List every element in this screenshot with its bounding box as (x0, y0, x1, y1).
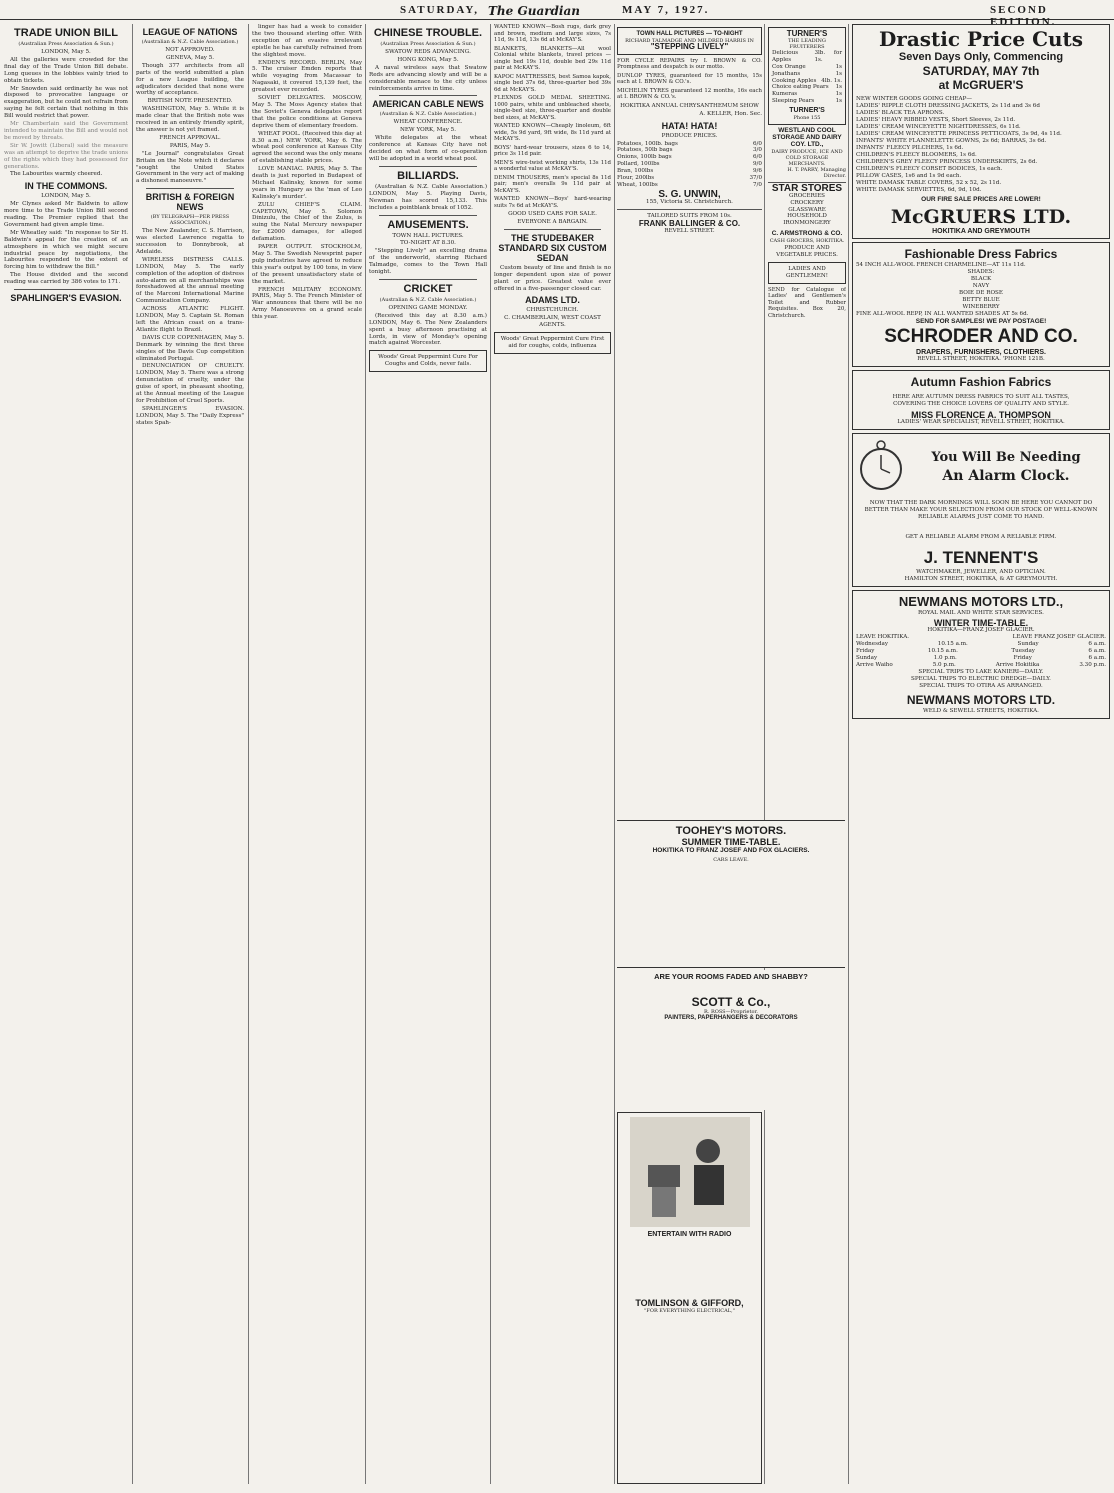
turners-row-cell: Choice eating Pears (772, 84, 829, 91)
painters-line: PAINTERS, PAPERHANGERS & DECORATORS (664, 1015, 798, 1021)
newmans-ad (852, 590, 1110, 719)
shades-item: BETTY BLUE (962, 297, 1000, 303)
mcg-items-item: LADIES' RIPPLE CLOTH DRESSING JACKETS, 2s 11d and 3s 6d (856, 103, 1040, 109)
classified-ad: FOR CYCLE REPAIRS try I. BROWN & CO. Promptness and despatch is our motto. (617, 57, 762, 71)
produce-row-cell: 6/0 (752, 140, 762, 147)
classified-ad: BOYS' hard-wear trousers, sizes 6 to 14, price 3s 11d pair. (494, 144, 611, 157)
turners-row-cell: Delicious Apples (772, 49, 799, 63)
produce-row-cell: Bran, 100lbs (617, 168, 654, 175)
mcg-items-item: WHITE DAMASK TABLE COVERS, 52 x 52, 2s 11d. (856, 180, 1002, 186)
turners-name: TURNER'S (786, 29, 828, 38)
mcg-items-item: INFANTS' FLEECY PILCHERS, 1s 6d. (856, 145, 964, 151)
turners-row-cell: 1s (835, 63, 842, 70)
paragraph: White delegates at the wheat conference at Kansas City have not decided on what form of co-operation will be adopted in a world wheat pool. (369, 135, 487, 162)
shades-item: WINEBERRY (962, 304, 1000, 310)
toohey-ad (617, 820, 845, 968)
column-4 (369, 24, 487, 1484)
ladies-box (768, 262, 846, 284)
produce-row-cell: 37/0 (749, 175, 762, 182)
ballinger-street: REVELL STREET. (664, 227, 715, 234)
drastic-heading: Drastic Price Cuts (878, 27, 1084, 51)
alarm-text: NOW THAT THE DARK MORNINGS WILL SOON BE HERE YOU CANNOT DO BETTER THAN MAKE YOUR SELECTION FROM OUR STOCK OF WELL-KNOWN RELIABLE ALARMS JUST COME TO HAND. (864, 500, 1098, 520)
shades-item: BLACK (970, 276, 992, 282)
mcgruers-ad (852, 24, 1110, 239)
produce-row-cell: Potatoes, 100lb. bags (617, 140, 678, 147)
paragraph: WASHINGTON, May 5. While it is made clear that the British note was received in an entirely friendly spirit, the answer is not yet framed. (136, 106, 244, 133)
spahlinger-heading: SPAHLINGER'S EVASION. (10, 293, 122, 304)
at-mcgruers: at McGRUER'S (938, 78, 1024, 92)
column-2 (136, 24, 244, 1484)
ballinger-name: FRANK BALLINGER & CO. (638, 218, 741, 228)
star-item: GROCERIES (789, 192, 825, 199)
paragraph: All the galleries were crowded for the final day of the Trade Union Bill debate. Long queues in the lobbies vainly tried to obtain tickets. (4, 56, 128, 84)
adams-agents: C. CHAMBERLAIN, WEST COAST AGENTS. (504, 315, 601, 329)
trade-union-headline: TRADE UNION BILL (14, 27, 118, 39)
adams-city: CHRISTCHURCH. (526, 307, 579, 314)
source-line: (Australian & N.Z. Cable Association.) (379, 296, 477, 303)
turners-row (772, 64, 842, 71)
paragraph: "Stepping Lively" an excelling drama of the underworld, starring Richard Talmadge, comes to the Town Hall tonight. (369, 248, 487, 276)
special-trip: SPECIAL TRIPS TO OTIRA AS ARRANGED. (919, 683, 1043, 689)
produce-row-cell: 9/0 (752, 161, 762, 168)
produce-list (617, 141, 762, 189)
autumn-heading: Autumn Fashion Fabrics (910, 375, 1052, 389)
ladies-text: LADIES AND GENTLEMEN! (786, 265, 828, 279)
produce-row-cell: 9/6 (752, 168, 762, 175)
schedule-row-cell: 6 a.m. (1088, 655, 1106, 661)
paragraph: ZULU CHIEF'S CLAIM. CAPETOWN, May 5. Solomon Dinizulu, the Chief of the Zulus, is suing the Natal Mercury newspaper for £2000 damages, for alleged defamation. (252, 201, 362, 243)
alarm-heading-1: You Will Be Needing (931, 450, 1081, 465)
schedule-row-cell: Sunday (856, 655, 878, 661)
mcg-items-item: INFANTS' WHITE FLANNELETTE GOWNS, 2s 6d; BARRAS, 3s 6d. (856, 138, 1047, 144)
turners-row-cell: 1s (835, 70, 842, 77)
classified-ad: WANTED KNOWN—Bosh rugs, dark grey and brown, medium and large sizes, 7s 11d, 9s 11d, 13s 6d at McKAY'S. (494, 24, 611, 43)
produce-row-cell: 7/0 (752, 181, 762, 188)
produce-row (617, 141, 762, 148)
schroder-name: SCHRODER AND CO. (884, 326, 1078, 347)
armstrong-sub: CASH GROCERS, HOKITIKA. (769, 238, 845, 245)
thompson-name: MISS FLORENCE A. THOMPSON (911, 410, 1051, 420)
signature: A. KELLER, Hon. Sec. (699, 110, 762, 117)
woods-ad-text: Woods' Great Peppermint Cure First aid for coughs, colds, influenza (500, 336, 605, 350)
cricket-heading: CRICKET (403, 282, 453, 295)
chinese-trouble-heading: CHINESE TROUBLE. (373, 27, 483, 39)
masthead-edition: SECOND EDITION. (990, 4, 1057, 28)
stepping-lively-title: "STEPPING LIVELY" (650, 41, 729, 51)
woods-ad (369, 350, 487, 372)
british-foreign-heading: BRITISH & FOREIGN NEWS (145, 192, 235, 213)
turners-sub: THE LEADING FRUITERERS (788, 37, 826, 50)
divider (379, 166, 477, 167)
divider (504, 229, 601, 230)
alarm-ad (852, 433, 1110, 587)
star-item: GLASSWARE (788, 206, 826, 213)
turners-row (772, 71, 842, 78)
special-trip: SPECIAL TRIPS TO LAKE KANIERI—DAILY. (918, 669, 1044, 675)
rooms-ad (617, 970, 845, 1110)
toohey-heading: TOOHEY'S MOTORS. (675, 825, 787, 837)
rooms-heading: ARE YOUR ROOMS FADED AND SHABBY? (654, 972, 808, 981)
classified-ad: DUNLOP TYRES, guaranteed for 15 months, 15s each at I. BROWN & CO.'s. (617, 72, 762, 86)
paragraph: DAVIS CUP. COPENHAGEN, May 5. Denmark by winning the first three singles of the Davis Cup competition eliminated Portugal. (136, 334, 244, 362)
paragraph: Mr Chamberlain said the Government intended to maintain the Bill and would not be moved by threats. (4, 121, 128, 141)
mcgruers-sub: HOKITIKA AND GREYMOUTH (932, 228, 1030, 235)
turners-row-cell: 1s (835, 98, 842, 105)
alarm-heading-2: An Alarm Clock. (942, 468, 1070, 484)
produce-heading: PRODUCE PRICES. (661, 132, 718, 139)
turners-row-cell: Jonathans (772, 70, 801, 77)
subhead: GOOD USED CARS FOR SALE. (508, 211, 597, 217)
classified-ad: MICHELIN TYRES guaranteed 12 months, 16s each at I. BROWN & CO.'s. (617, 87, 762, 101)
schedule-row-cell: Friday (1013, 655, 1032, 661)
town-hall-title: TOWN HALL PICTURES — TO-NIGHT (636, 31, 743, 37)
schedule-row-cell: Tuesday (1011, 648, 1035, 654)
fire-sale: OUR FIRE SALE PRICES ARE LOWER! (921, 196, 1041, 203)
studebaker-heading: THE STUDEBAKER STANDARD SIX CUSTOM SEDAN (498, 232, 607, 263)
subhead: TOWN HALL PICTURES. (392, 232, 464, 239)
paragraph: SPAHLINGER'S EVASION. LONDON, May 5. The "Daily Express" states Spah- (136, 405, 244, 426)
schedule-row-cell: 5.0 p.m. (932, 662, 956, 668)
subhead: OPENING GAME MONDAY. (388, 304, 468, 311)
radio-illustration-icon (630, 1117, 750, 1227)
source-line: (BY TELEGRAPH—PER PRESS ASSOCIATION.) (150, 214, 230, 227)
subhead: HOKITIKA ANNUAL CHRYSANTHEMUM SHOW (620, 102, 759, 109)
autumn-text: HERE ARE AUTUMN DRESS FABRICS TO SUIT ALL TASTES, COVERING THE CHOICE LOVERS OF QUALITY AND STYLE. (892, 394, 1070, 407)
produce-row-cell: Flour, 200lbs (617, 175, 655, 182)
schroder-address: REVELL STREET, HOKITIKA. 'PHONE 121B. (917, 356, 1045, 362)
mcg-items-item: PILLOW CASES, 1s6 and 1s 9d each. (856, 173, 962, 179)
paragraph: Mr Snowden said ordinarily he was not disposed to provocative language or exaggeration, but he could not refrain from saying he felt certain that nothing in this Bill would restrict that power. (4, 85, 128, 120)
paragraph: (Received this day at 8.30 a.m.) LONDON, May 6. The New Zealanders spent a busy afternoon practising at Lords, in view of Monday's opening match against Worcester. (369, 312, 487, 347)
turners-row-cell: Cox Orange (772, 63, 806, 70)
produce-row-cell: 6/0 (752, 154, 762, 161)
masthead-date: MAY 7, 1927. (622, 4, 710, 16)
amusements-heading: AMUSEMENTS. (387, 218, 469, 231)
produce-row-cell: Pollard, 100lbs (617, 161, 660, 168)
produce-row (617, 147, 762, 154)
produce-row (617, 182, 762, 189)
classified-ad: WANTED KNOWN—Boys' hard-wearing suits 7s 6d at McKAY'S. (494, 196, 611, 209)
star-list (768, 193, 846, 228)
turners-list (772, 50, 842, 105)
column-rule (764, 24, 765, 1484)
dateline: GENEVA, May 5. (165, 54, 215, 61)
subhead: WHEAT CONFERENCE. (393, 119, 463, 126)
produce-row (617, 168, 762, 175)
schedule-row-cell: 6 a.m. (1088, 648, 1106, 654)
star-item: HOUSEHOLD IRONMONGERY (783, 213, 831, 227)
column-rule (848, 24, 849, 1484)
schedule-row (856, 662, 1106, 669)
dateline: LONDON, May 5. (41, 193, 91, 200)
alarm-clock-icon (856, 437, 906, 497)
town-hall-ad (617, 27, 762, 55)
town-hall-stars: RICHARD TALMADGE AND MILDRED HARRIS IN (625, 37, 754, 44)
mcg-items-item: WHITE DAMASK SERVIETTES, 6d, 9d, 10d. (856, 187, 982, 193)
schedule-row-cell: Arrive Hokitika (995, 662, 1040, 668)
divider (617, 209, 762, 210)
column-5 (494, 24, 611, 1484)
turners-row-cell: Cooking Apples (772, 77, 817, 84)
paragraph: The New Zealander, C. S. Harrison, was elected Lawrence regatta to succession to Donnybrook, at Adelaide. (136, 228, 244, 255)
divider (146, 188, 234, 189)
unwin-address: 155, Victoria St. Christchurch. (646, 198, 733, 205)
mcg-items-item: CHILDREN'S GREY FLEECY PRINCESS UNDERSKIRTS, 2s 6d. (856, 159, 1038, 165)
subhead: EVERYONE A BARGAIN. (517, 218, 588, 225)
tomlinson-tagline: "FOR EVERYTHING ELECTRICAL," (644, 1308, 735, 1314)
samples-line: SEND FOR SAMPLES! WE PAY POSTAGE! (915, 318, 1047, 325)
autumn-ad (852, 370, 1110, 430)
column-rule (614, 24, 615, 1484)
divider (379, 279, 477, 280)
schedule-row-cell: 10.15 a.m. (927, 648, 958, 654)
divider (379, 215, 477, 216)
tennent-name: J. TENNENT'S (923, 548, 1039, 567)
newmans-name: NEWMANS MOTORS LTD., (898, 594, 1064, 609)
schedule-row-cell: Wednesday (856, 641, 889, 647)
classified-ad: DENIM TROUSERS, men's special 8s 11d pair; men's overalls 9s 11d pair at McKAY'S. (494, 174, 611, 194)
paragraph: DENUNCIATION OF CRUELTY. LONDON, May 5. There was a strong denunciation of cruelty, under the guise of sport, in pheasant shooting, at the Annual meeting of the League for Prohibition of Cruel Sports. (136, 363, 244, 404)
dateline: LONDON, May 5. (41, 49, 91, 55)
turners-row (772, 50, 842, 64)
repp-line: FINE ALL-WOOL REPP, IN ALL WANTED SHADES AT 5s 6d. (856, 311, 1029, 317)
dateline: PARIS, May 5. (169, 142, 211, 149)
column-8 (852, 24, 1110, 1484)
tennent-sub: WATCHMAKER, JEWELLER, AND OPTICIAN. (916, 569, 1046, 575)
column-rule (132, 24, 133, 1484)
scott-name: SCOTT & Co., (691, 995, 771, 1009)
paragraph: Though 377 architects from all parts of the world submitted a plan for a new League building, the adjudicators decided that none were worthy of acceptance. (136, 62, 244, 97)
thompson-sub: LADIES' WEAR SPECIALIST, REVELL STREET, HOKITIKA. (897, 419, 1065, 425)
hata-heading: HATA! HATA! (661, 120, 718, 131)
subhead: TO-NIGHT AT 8.30. (400, 240, 456, 247)
masthead (0, 0, 1114, 28)
mcg-items-item: CHILDREN'S FLEECY CORSET BODICES, 1s each. (856, 166, 1003, 172)
paragraph: The Labourites warmly cheered. (10, 171, 103, 178)
saturday-line: SATURDAY, MAY 7th (922, 64, 1040, 78)
schroder-sub: DRAPERS, FURNISHERS, CLOTHIERS. (916, 349, 1046, 356)
source-line: (Australian & N.Z. Cable Association.) (141, 39, 239, 45)
unwin-name: S. G. UNWIN, (658, 188, 721, 200)
schedule-row-cell: 6 a.m. (1088, 641, 1106, 647)
mcg-items-item: LADIES' CREAM WINCEYETTE PRINCESS PETTICOATS, 3s 9d, 4s 11d. (856, 131, 1062, 137)
produce-row-cell: Onions, 100lb bags (617, 154, 672, 161)
paragraph: SOVIET DELEGATES. MOSCOW, May 5. The Moss Agency states that the Soviet's Geneva delegates report that the police conditions at Geneva deprive them of elementary freedom. (252, 95, 362, 129)
leave-hokitika: LEAVE HOKITIKA. (856, 634, 910, 640)
schedule-list (856, 641, 1106, 669)
turners-row (772, 98, 842, 105)
mcg-items-item: CHILDREN'S FLEECY BLOOMERS, 1s 6d. (856, 152, 977, 158)
schedule-row-cell: 3.30 p.m. (1079, 662, 1106, 668)
tennent-address: HAMILTON STREET, HOKITIKA, & AT GREYMOUTH. (904, 576, 1058, 582)
mcg-items-item: LADIES' CREAM WINCEYETTE NIGHTDRESSES, 6s 11d. (856, 124, 1021, 130)
timetable-heading: SUMMER TIME-TABLE. (681, 837, 781, 847)
column-rule (248, 24, 249, 1484)
westland-sub: DAIRY PRODUCE, ICE AND COLD STORAGE MERCHANTS. (771, 148, 843, 167)
shades-item: BOIE DE ROSE (959, 290, 1003, 296)
classified-ad: KAPOC MATTRESSES, best Samoa kapok, single bed 37s 6d, three-quarter bed 39s 6d at McKAY'S. (494, 73, 611, 93)
paragraph: WHEAT POOL. (Received this day at 8.30 a.m.) NEW YORK, May 6. The wheat pool conference at Kansas City agreed the second was the only means of establishing stable prices. (252, 130, 362, 165)
cars-leave: CARS LEAVE. (713, 857, 749, 863)
produce-heading: PRODUCE AND VEGETABLE PRICES. (776, 245, 838, 259)
scott-proprietor: R. ROSS—Proprietor. (704, 1009, 758, 1015)
american-cable-heading: AMERICAN CABLE NEWS (372, 99, 484, 110)
mcgruers-name: McGRUERS LTD. (890, 206, 1072, 228)
paragraph: The House divided and the second reading was carried by 386 votes to 171. (4, 272, 128, 286)
turners-row-cell: 1s (835, 91, 842, 98)
shades-heading: SHADES: (967, 269, 995, 275)
paragraph: "Le Journal" congratulates Great Britain on the Note which it declares "sought the United States Government in the very act of making a dishonest manoeuvre." (136, 150, 244, 185)
billiards-heading: BILLIARDS. (397, 169, 459, 182)
produce-row-cell: Wheat, 100lbs (617, 181, 658, 188)
schedule-row-cell: 1.0 p.m. (933, 655, 957, 661)
radio-ad (617, 1112, 762, 1484)
source-line: (Australian Press Association & Sun.) (380, 41, 476, 47)
woods-ad-text: Woods' Great Peppermint Cure For Coughs and Colds, never fails. (378, 354, 478, 368)
star-stores-heading: STAR STORES (771, 182, 843, 194)
turners-row (772, 91, 842, 98)
classified-ad: MEN'S wire-twist working shirts, 13s 11d a wonderful value at McKAY'S. (494, 159, 611, 172)
newmans-address: WELD & SEWELL STREETS, HOKITIKA. (923, 708, 1039, 714)
paragraph: ACROSS ATLANTIC FLIGHT. LONDON, May 5. Captain St. Roman left the African coast on a trans-Atlantic flight to Brazil. (136, 306, 244, 333)
produce-row-cell: Potatoes, 50lb bags (617, 147, 673, 154)
paragraph: Mr Wheatley said: "In response to Sir H. Baldwin's appeal for the creation of an atmosphere in which we might secure industrial peace by negotiations, the Labourites responded to the extent of forcing him to withdraw the Bill." (4, 229, 128, 271)
source-line: (Australian Press Association & Sun.) (18, 41, 114, 47)
newmans-route: HOKITIKA—FRANZ JOSEF GLACIER. (927, 627, 1035, 633)
dateline: HONG KONG, May 5. (397, 56, 459, 63)
subhead: BRITISH NOTE PRESENTED. (147, 98, 233, 105)
turners-row-cell: 4lb. 1s. (821, 77, 842, 84)
turners-phone: Phone 155 (793, 115, 821, 122)
dateline: NEW YORK, May 5. (399, 127, 457, 134)
paragraph: Custom beauty of line and finish is no longer dependent upon size of power plant or price. Greatest value ever offered in a five-passenger closed car. (494, 264, 611, 292)
westland-manager: H. T. PARRY, Managing Director. (787, 166, 846, 179)
column-1 (4, 24, 128, 1484)
produce-row (617, 161, 762, 168)
mcgruers-items (856, 103, 1106, 194)
paragraph: Mr Clynes asked Mr Baldwin to allow more time to the Trade Union Bill second reading. The Premier replied that the Government had given ample time. (4, 201, 128, 228)
schedule-row-cell: Friday (856, 648, 875, 654)
column-3 (252, 24, 362, 1484)
paragraph: linger has had a week to consider the two thousand sterling offer. With exception of an evasive irrelevant epistle he has carefully refrained from the slightest move. (252, 24, 362, 58)
divider (379, 95, 477, 96)
subhead: NOT APPROVED. (165, 47, 215, 53)
route-heading: HOKITIKA TO FRANZ JOSEF AND FOX GLACIERS. (652, 847, 810, 854)
turners-row-cell: Kumeras (772, 91, 798, 98)
woods-ad (494, 332, 611, 354)
schedule-row (856, 641, 1106, 648)
commons-heading: IN THE COMMONS. (24, 181, 108, 192)
turners-row (772, 78, 842, 85)
classified-ad: SEND for Catalogue of Ladies' and Gentlemen's Toilet and Rubber Requisites. Box 20, Christchurch. (768, 286, 846, 319)
turners-name-footer: TURNER'S (789, 107, 825, 115)
classified-ad: WANTED KNOWN—Cheaply linoleum, 6ft wide, 5s 9d yard, 9ft wide, 8s 11d yard at McKAY'S. (494, 123, 611, 142)
paragraph: PAPER OUTPUT. STOCKHOLM, May 5. The Swedish Newsprint paper pulp industries have agreed to reduce this year's output by 100 tons, in view of the present unsatisfactory state of the market. (252, 244, 362, 285)
newmans-sub: ROYAL MAIL AND WHITE STAR SERVICES. (918, 610, 1044, 616)
mcg-items-item: LADIES' HEAVY RIBBED VESTS, Short Sleeves, 2s 11d. (856, 117, 1016, 123)
column-rule (490, 24, 491, 1484)
turners-row (772, 84, 842, 91)
turners-row-cell: Sleeping Pears (772, 98, 815, 105)
subhead: SWATOW REDS ADVANCING. (385, 49, 471, 55)
paragraph: Sir W. Jowitt (Liberal) said the measure was an attempt to deprive the trade unions of the rights which they had possessed for generations. (4, 142, 128, 170)
column-7 (768, 24, 846, 814)
winter-goods: NEW WINTER GOODS GOING CHEAP— (856, 96, 972, 102)
classified-ad: BLANKETS, BLANKETS—All wool Colonial white blankets, travel prices — single bed 19s 11d, double bed 29s 11d pair at McKAY'S. (494, 45, 611, 71)
turners-ad (768, 27, 846, 125)
seven-days: Seven Days Only, Commencing (898, 51, 1064, 63)
fashionable-heading: Fashionable Dress Fabrics (904, 247, 1058, 261)
reliable-line: GET A RELIABLE ALARM FROM A RELIABLE FIRM. (905, 534, 1057, 540)
turners-row-cell: 3lb. for 1s. (814, 49, 842, 63)
newmans-name-footer: NEWMANS MOTORS LTD. (906, 693, 1056, 707)
source-line: (Australian & N.Z. Cable Association.) (379, 111, 477, 118)
charmeuse-line: 54 INCH ALL-WOOL FRENCH CHARMELINE—AT 11s 11d. (856, 262, 1026, 268)
paragraph: LOVE MANIAC. PARIS, May 5. The death is just reported in Budapest of Michael Kalinsky, known for some years in Hungary as the 'man of Leo Kalinsky's murder'. (252, 166, 362, 200)
schedule-row-cell: 10.15 a.m. (937, 641, 968, 647)
schroder-ad (852, 242, 1110, 367)
shades-list (856, 276, 1106, 311)
league-heading: LEAGUE OF NATIONS (142, 27, 238, 37)
produce-row-cell: 3/0 (752, 147, 762, 154)
paragraph: FRENCH MILITARY ECONOMY. PARIS, May 5. The French Minister of War announces that there will be no Army Manoeuvres on a grand scale this year. (252, 286, 362, 321)
divider (14, 289, 118, 290)
paragraph: ENDEN'S RECORD. BERLIN, May 5. The cruiser Emden reports that while voyaging from Macassar to Nagasaki, it covered 15,139 feet, the greatest ever recorded. (252, 59, 362, 94)
special-trip: SPECIAL TRIPS TO ELECTRIC DREDGE—DAILY. (911, 676, 1051, 682)
schedule-row-cell: Sunday (1017, 641, 1039, 647)
star-item: CROCKERY (790, 199, 824, 206)
paragraph: A naval wireless says that Swatow Reds are advancing slowly and will be a considerable menace to the city unless reinforcements arrive in time. (369, 64, 487, 92)
radio-heading: ENTERTAIN WITH RADIO (647, 1231, 732, 1238)
masthead-title: The Guardian (488, 4, 580, 18)
subhead: TAILORED SUITS FROM 10s. (647, 212, 732, 219)
schedule-row (856, 655, 1106, 662)
shades-item: NAVY (972, 283, 990, 289)
schedule-row-cell: Arrive Waiho (856, 662, 893, 668)
westland-heading: WESTLAND COOL STORAGE AND DAIRY COY. LTD., (772, 127, 842, 148)
turners-row-cell: 1s (835, 84, 842, 91)
paragraph: (Australian & N.Z. Cable Association.) LONDON, May 5. Playing Davis, Newman has scored 15,133. This includes a pointblank break of 1052. (369, 183, 487, 211)
subhead: FRENCH APPROVAL. (159, 134, 221, 141)
tomlinson-name: TOMLINSON & GIFFORD, (635, 1298, 744, 1308)
mcg-items-item: LADIES' BLACK TEA APRONS. (856, 110, 945, 116)
masthead-day: SATURDAY, (400, 4, 480, 16)
produce-row (617, 175, 762, 182)
leave-franz: LEAVE FRANZ JOSEF GLACIER. (1012, 634, 1106, 640)
produce-row (617, 154, 762, 161)
classified-ad: FLEXNDS GOLD MEDAL SHEETING. 1000 pairs, white and unbleached sheets, single-bed size, three-quarter and double bed sizes, at McKAY'S. (494, 95, 611, 121)
winter-timetable: WINTER TIME-TABLE. (933, 618, 1029, 628)
adams-name: ADAMS LTD. (525, 295, 580, 306)
schedule-row (856, 648, 1106, 655)
column-rule (365, 24, 366, 1484)
paragraph: WIRELESS DISTRESS CALLS. LONDON, May 5. The early completion of the adoption of distress auto-alarm on all merchantships was foreshadowed at the annual meeting of the Marconi International Marine Communication Company. (136, 256, 244, 305)
armstrong-name: C. ARMSTRONG & CO. (771, 230, 843, 238)
